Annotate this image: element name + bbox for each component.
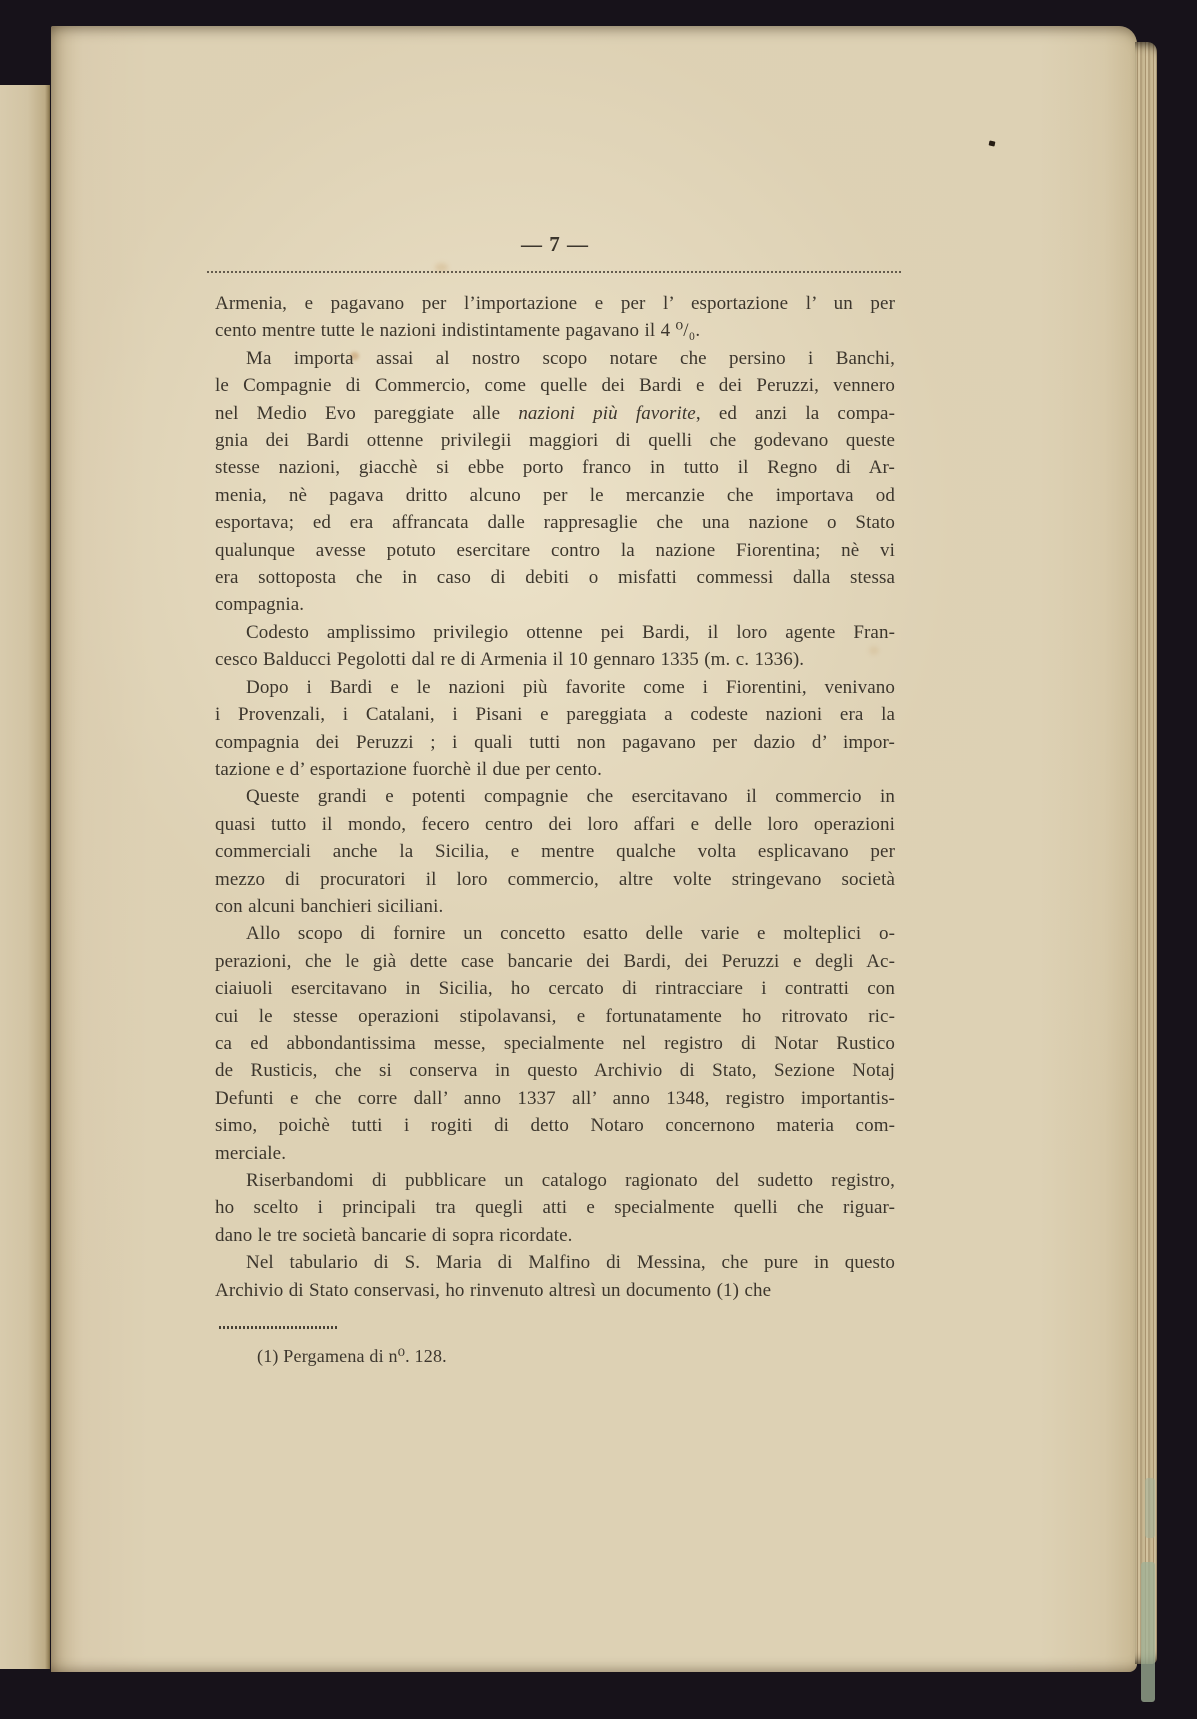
- text-line: Armenia, e pagavano per l’importazione e per l’ esportazione l’ un per: [215, 293, 895, 314]
- text-line: era sottoposta che in caso di debiti o misfatti commessi dalla stessa: [215, 567, 895, 589]
- italic-phrase: nazioni più favorite: [518, 402, 696, 424]
- text-line: Riserbandomi di pubblicare un catalogo ragionato del sudetto registro,: [246, 1170, 895, 1191]
- text-line: menia, nè pagava dritto alcuno per le mercanzie che importava od: [215, 484, 895, 506]
- text-line: simo, poichè tutti i rogiti di detto Notaro concernono materia com-: [215, 1115, 895, 1137]
- text-line: con alcuni banchieri siciliani.: [215, 895, 444, 917]
- text-line: ho scelto i principali tra quegli atti e specialmente quelli che riguar-: [215, 1197, 895, 1219]
- text-line: mezzo di procuratori il loro commercio, altre volte stringevano società: [215, 868, 895, 890]
- text-line: merciale.: [215, 1142, 287, 1164]
- text-line: de Rusticis, che si conserva in questo Archivio di Stato, Sezione Notaj: [215, 1060, 895, 1082]
- footnote-dotted-rule: [219, 1326, 337, 1329]
- text-line: Nel tabulario di S. Maria di Malfino di Messina, che pure in questo: [246, 1252, 895, 1274]
- text-line: compagnia.: [215, 594, 305, 616]
- text-line: le Compagnie di Commercio, come quelle dei Bardi e dei Peruzzi, vennero: [215, 375, 895, 397]
- text-line: cesco Balducci Pegolotti dal re di Armenia il 10 gennaro 1335 (m. c. 1336).: [215, 649, 805, 671]
- text-line: dano le tre società bancarie di sopra ricordate.: [215, 1224, 573, 1246]
- text-line: Ma importa assai al nostro scopo notare che persino i Banchi,: [246, 347, 895, 369]
- text-line: Archivio di Stato conservasi, ho rinvenuto altresì un documento (1) che: [215, 1279, 772, 1301]
- text-line: Queste grandi e potenti compagnie che esercitavano il commercio in: [246, 786, 895, 808]
- text-segment: nel Medio Evo pareggiate alle: [215, 402, 519, 424]
- text-line: Allo scopo di fornire un concetto esatto delle varie e molteplici o-: [246, 923, 895, 945]
- page-edge-tint: [1145, 1478, 1155, 1538]
- body-lines: [215, 290, 895, 1304]
- text-line: Dopo i Bardi e le nazioni più favorite come i Fiorentini, venivano: [246, 676, 895, 698]
- text-line: tazione e d’ esportazione fuorchè il due per cento.: [215, 758, 602, 780]
- text-segment: , ed anzi la compa-: [695, 402, 896, 424]
- text-line: esportava; ed era affrancata dalle rappresaglie che una nazione o Stato: [215, 512, 895, 534]
- text-line: gnia dei Bardi ottenne privilegii maggiori di quelli che godevano queste: [215, 430, 895, 452]
- text-line: [215, 400, 895, 427]
- text-line: commerciali anche la Sicilia, e mentre qualche volta esplicavano per: [215, 841, 895, 863]
- footnote: (1) Pergamena di n⁰. 128.: [257, 1346, 447, 1366]
- text-line: stesse nazioni, giacchè si ebbe porto franco in tutto il Regno di Ar-: [215, 457, 895, 479]
- text-line: cui le stesse operazioni stipolavansi, e fortunatamente ho ritrovato ric-: [215, 1005, 895, 1027]
- text-line: ca ed abbondantissima messe, specialmente nel registro di Notar Rustico: [215, 1032, 895, 1054]
- gutter-page-edge: [0, 85, 50, 1669]
- text-line: Codesto amplissimo privilegio ottenne pei Bardi, il loro agente Fran-: [246, 621, 895, 643]
- text-line: cento mentre tutte le nazioni indistintamente pagavano il 4 ⁰/₀.: [215, 320, 701, 342]
- text-line: compagnia dei Peruzzi ; i quali tutti non pagavano per dazio d’ impor-: [215, 731, 895, 753]
- text-line: Defunti e che corre dall’ anno 1337 all’ anno 1348, registro importantis-: [215, 1087, 895, 1109]
- text-line: i Provenzali, i Catalani, i Pisani e pareggiata a codeste nazioni era la: [215, 704, 895, 726]
- ink-speck: [989, 140, 996, 146]
- page-edge-stack: [1135, 42, 1157, 1664]
- header-dotted-rule: [207, 271, 903, 273]
- text-line: quasi tutto il mondo, fecero centro dei loro affari e delle loro operazioni: [215, 813, 895, 835]
- text-line: qualunque avesse potuto esercitare contro la nazione Fiorentina; nè vi: [215, 539, 895, 561]
- page-edge-tint: [1141, 1562, 1155, 1702]
- text-line: ciaiuoli esercitavano in Sicilia, ho cercato di rintracciare i contratti con: [215, 978, 895, 1000]
- text-line: perazioni, che le già dette case bancarie dei Bardi, dei Peruzzi e degli Ac-: [215, 950, 895, 972]
- page-number-header: — 7 —: [521, 232, 589, 256]
